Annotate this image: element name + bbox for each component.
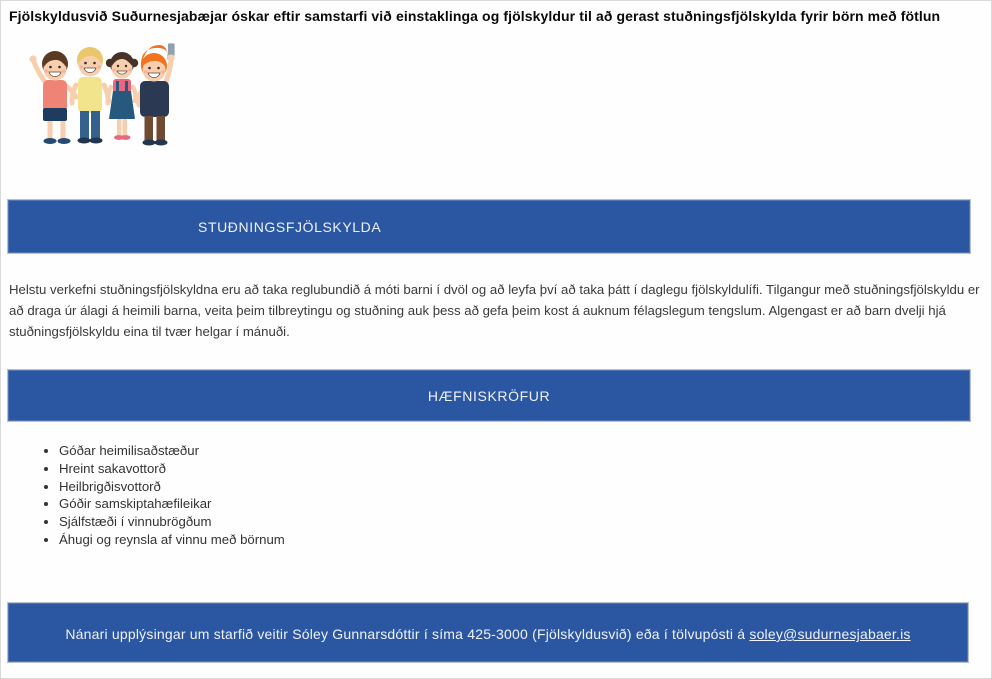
requirement-item: • Áhugi og reynsla af vinnu með börnum xyxy=(59,532,285,547)
child-selfie-orange xyxy=(139,43,176,146)
contact-text: Nánari upplýsingar um starfið veitir Sóley Gunnarsdóttir í síma 425-3000 (Fjölskyldusvið) eða í tölvupósti á xyxy=(65,626,750,642)
support-family-heading-banner xyxy=(7,199,971,254)
requirement-item: • Heilbrigðisvottorð xyxy=(59,479,285,494)
requirement-item: • Góðar heimilisaðstæður xyxy=(59,443,285,458)
requirements-heading-banner xyxy=(7,369,971,422)
child-girl-pinafore xyxy=(106,52,138,140)
requirement-item: • Hreint sakavottorð xyxy=(59,461,285,476)
support-family-heading: STUÐNINGSFJÖLSKYLDA xyxy=(198,218,382,235)
child-waving-salmon xyxy=(29,51,76,144)
requirement-item: • Góðir samskiptahæfileikar xyxy=(59,496,285,511)
contact-banner xyxy=(7,602,969,663)
email-link[interactable]: soley@sudurnesjabaer.is xyxy=(749,626,911,642)
children-illustration xyxy=(21,37,176,151)
support-family-description: Helstu verkefni stuðningsfjölskyldna eru að taka reglubundið á móti barni í dvöl og að leyfa því að taka þátt í daglegu fjölskyldulífi. Tilgangur með stuðningsfjölskyldu er að draga úr álagi á heimili barna, veita þeim tilbreytingu og stuðning auk þess að gefa þeim kost á auknum félagslegum tengslum. Algengast er að barn dvelji hjá stuðningsfjölskyldu eina til tvær helgar í mánuði. xyxy=(9,282,980,339)
page-title: Fjölskyldusvið Suðurnesjabæjar óskar eftir samstarfi við einstaklinga og fjölskyldur til að gerast stuðningsfjölskylda fyrir börn með fötlun xyxy=(9,8,941,24)
children-illustration-graphic xyxy=(21,37,176,151)
requirements-list xyxy=(31,443,285,550)
requirement-item: • Sjálfstæði í vinnubrögðum xyxy=(59,514,285,529)
requirements-heading: HÆFNISKRÖFUR xyxy=(427,387,551,404)
